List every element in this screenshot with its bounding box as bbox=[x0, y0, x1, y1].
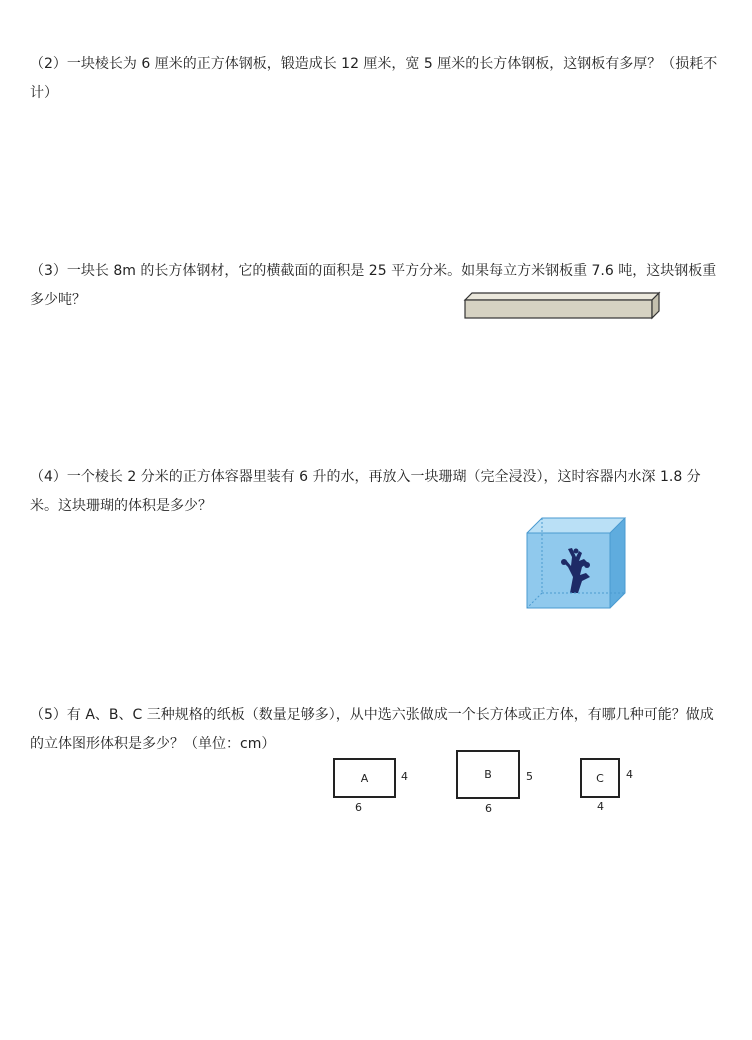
card-b-height: 5 bbox=[526, 770, 533, 783]
card-b-label: B bbox=[484, 768, 492, 781]
card-c bbox=[580, 758, 620, 798]
card-a-label: A bbox=[360, 772, 369, 785]
card-c-height: 4 bbox=[626, 768, 633, 781]
card-a-height: 4 bbox=[401, 770, 408, 783]
card-b bbox=[456, 750, 520, 799]
card-a-width: 6 bbox=[355, 801, 362, 814]
question-5-text: （5）有 A、B、C 三种规格的纸板（数量足够多），从中选六张做成一个长方体或正方体，有哪几种可能？做成的立体图形体积是多少？（单位：cm） bbox=[30, 707, 714, 752]
question-4-text: （4）一个棱长 2 分米的正方体容器里装有 6 升的水，再放入一块珊瑚（完全浸没），这时容器内水深 1.8 分米。这块珊瑚的体积是多少？ bbox=[30, 469, 701, 514]
card-b-width: 6 bbox=[485, 802, 492, 815]
card-c-label: C bbox=[596, 772, 604, 785]
question-5 bbox=[30, 701, 722, 759]
card-a bbox=[333, 758, 396, 798]
question-2-text: （2）一块棱长为 6 厘米的正方体钢板，锻造成长 12 厘米，宽 5 厘米的长方体钢板，这钢板有多厚？（损耗不计） bbox=[30, 56, 718, 101]
question-3-text: （3）一块长 8m 的长方体钢材，它的横截面的面积是 25 平方分米。如果每立方米钢板重 7.6 吨，这块钢板重多少吨？ bbox=[30, 263, 717, 308]
question-4 bbox=[30, 463, 722, 521]
card-c-width: 4 bbox=[597, 800, 604, 813]
question-2 bbox=[30, 50, 722, 108]
water-tank-figure bbox=[524, 515, 628, 611]
steel-bar-figure bbox=[462, 290, 662, 322]
